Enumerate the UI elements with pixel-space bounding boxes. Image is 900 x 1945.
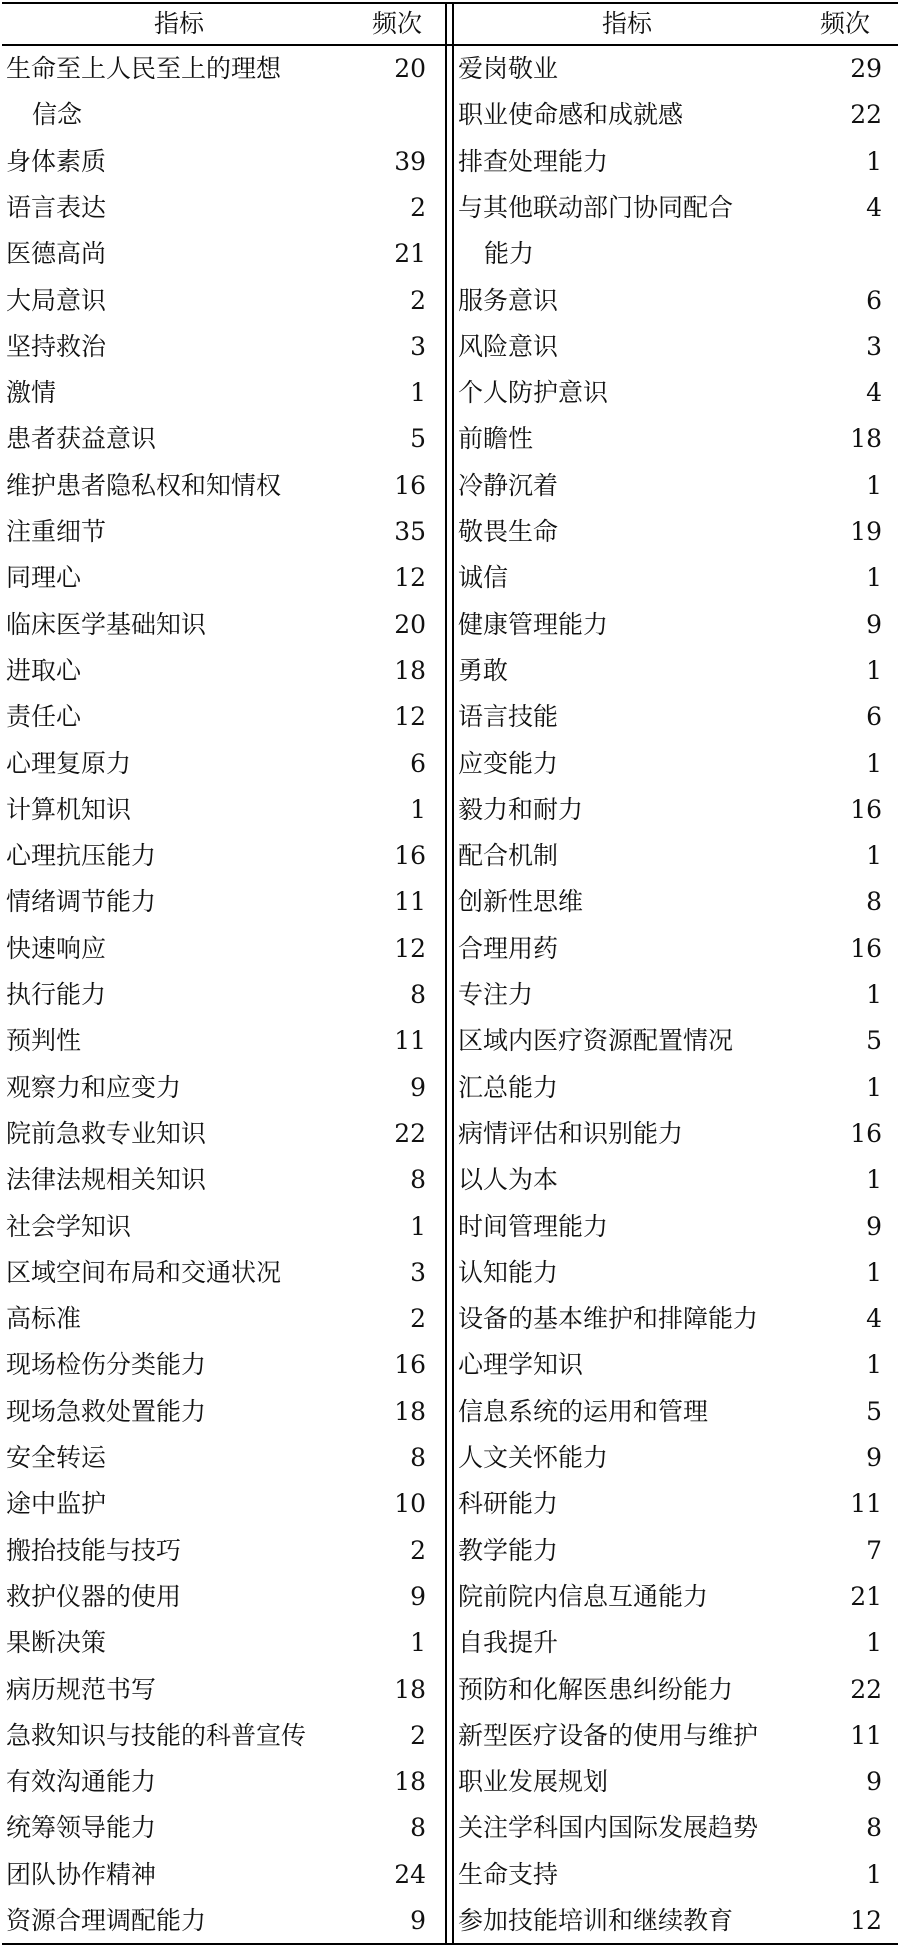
header-frequency-left: 频次 <box>372 9 423 38</box>
indicator-name: 个人防护意识 <box>458 378 609 408</box>
indicator-name: 风险意识 <box>458 331 559 361</box>
indicator-name: 坚持救治 <box>6 331 107 361</box>
indicator-frequency: 18 <box>850 424 882 454</box>
indicator-frequency: 2 <box>410 1720 426 1750</box>
indicator-name: 临床医学基础知识 <box>6 609 207 639</box>
indicator-name: 诚信 <box>458 563 509 593</box>
indicator-frequency: 21 <box>850 1581 882 1611</box>
indicator-name: 人文关怀能力 <box>458 1443 609 1472</box>
indicator-name: 途中监护 <box>6 1489 107 1519</box>
indicator-frequency: 2 <box>410 1535 426 1565</box>
indicator-name: 急救知识与技能的科普宣传 <box>6 1720 307 1750</box>
indicator-frequency: 16 <box>394 841 426 871</box>
indicator-name: 同理心 <box>6 563 82 593</box>
indicator-frequency: 16 <box>850 933 882 963</box>
header-indicator-left: 指标 <box>154 9 205 38</box>
indicator-name: 职业发展规划 <box>458 1767 609 1797</box>
indicator-name: 前瞻性 <box>458 424 534 454</box>
indicator-frequency: 1 <box>410 378 426 408</box>
indicator-name: 身体素质 <box>6 146 107 176</box>
indicator-name: 团队协作精神 <box>6 1859 157 1889</box>
indicator-frequency: 1 <box>866 1350 882 1380</box>
indicator-frequency: 8 <box>866 1813 882 1843</box>
indicator-frequency: 18 <box>394 1767 426 1797</box>
indicator-frequency: 10 <box>394 1489 426 1519</box>
indicator-frequency: 3 <box>410 1257 426 1287</box>
indicator-frequency: 12 <box>850 1906 882 1935</box>
indicator-name: 院前院内信息互通能力 <box>458 1581 709 1611</box>
indicator-name: 情绪调节能力 <box>6 887 157 917</box>
indicator-name: 职业使命感和成就感 <box>458 100 684 130</box>
header-indicator-right: 指标 <box>602 9 653 38</box>
indicator-name: 心理复原力 <box>6 748 132 778</box>
indicator-name: 观察力和应变力 <box>6 1072 182 1102</box>
indicator-name: 统筹领导能力 <box>6 1813 157 1843</box>
indicator-frequency: 35 <box>394 517 426 546</box>
indicator-frequency: 11 <box>394 887 426 917</box>
indicator-frequency: 9 <box>866 1767 882 1797</box>
indicator-name: 创新性思维 <box>458 887 584 917</box>
indicator-name: 应变能力 <box>458 748 559 778</box>
indicator-name: 现场检伤分类能力 <box>6 1350 207 1380</box>
indicator-name: 医德高尚 <box>6 239 107 269</box>
indicator-name: 专注力 <box>458 980 534 1009</box>
indicator-frequency: 1 <box>866 841 882 871</box>
indicator-frequency: 9 <box>866 609 882 639</box>
indicator-frequency: 18 <box>394 655 426 685</box>
indicator-frequency: 12 <box>394 702 426 732</box>
indicator-name: 救护仪器的使用 <box>6 1581 182 1611</box>
indicator-name: 参加技能培训和继续教育 <box>458 1906 734 1935</box>
indicator-frequency: 4 <box>866 378 882 408</box>
indicator-name: 排查处理能力 <box>458 146 609 176</box>
indicator-frequency: 8 <box>410 1813 426 1843</box>
indicator-frequency: 12 <box>394 933 426 963</box>
indicator-frequency: 1 <box>866 1628 882 1658</box>
indicator-name: 心理学知识 <box>458 1350 584 1380</box>
indicator-name: 时间管理能力 <box>458 1211 609 1241</box>
indicator-name: 勇敢 <box>458 655 509 685</box>
indicator-name: 自我提升 <box>458 1628 559 1658</box>
indicator-frequency: 4 <box>866 1304 882 1334</box>
indicator-frequency: 8 <box>410 1165 426 1195</box>
indicator-name: 责任心 <box>6 702 82 732</box>
indicator-name: 爱岗敬业 <box>458 54 559 83</box>
indicator-frequency: 1 <box>866 980 882 1009</box>
indicator-frequency: 4 <box>866 192 882 222</box>
indicator-name: 合理用药 <box>458 933 559 963</box>
indicator-name: 区域空间布局和交通状况 <box>6 1257 282 1287</box>
indicator-frequency: 39 <box>394 146 426 176</box>
indicator-frequency: 3 <box>866 331 882 361</box>
indicator-name: 与其他联动部门协同配合 <box>458 192 734 222</box>
indicator-name: 教学能力 <box>458 1535 559 1565</box>
indicator-name: 关注学科国内国际发展趋势 <box>458 1813 759 1843</box>
indicator-frequency: 22 <box>394 1118 426 1148</box>
indicator-frequency: 1 <box>866 1165 882 1195</box>
indicator-frequency: 20 <box>394 609 426 639</box>
indicator-frequency-table <box>2 2 898 1945</box>
indicator-frequency: 5 <box>410 424 426 454</box>
indicator-name: 预防和化解医患纠纷能力 <box>458 1674 734 1704</box>
indicator-name: 法律法规相关知识 <box>6 1165 207 1195</box>
indicator-frequency: 8 <box>410 1443 426 1472</box>
indicator-frequency: 3 <box>410 331 426 361</box>
indicator-frequency: 1 <box>410 1211 426 1241</box>
indicator-name: 高标准 <box>6 1304 82 1334</box>
indicator-name: 大局意识 <box>6 285 107 315</box>
indicator-frequency: 16 <box>850 794 882 824</box>
indicator-name: 患者获益意识 <box>6 424 157 454</box>
indicator-name: 科研能力 <box>458 1489 559 1519</box>
indicator-name: 计算机知识 <box>6 794 132 824</box>
indicator-frequency: 1 <box>866 1257 882 1287</box>
indicator-frequency: 18 <box>394 1674 426 1704</box>
indicator-name: 果断决策 <box>6 1628 107 1658</box>
indicator-frequency: 20 <box>394 54 426 83</box>
indicator-name: 注重细节 <box>6 517 107 546</box>
indicator-name: 预判性 <box>6 1026 82 1056</box>
indicator-name: 有效沟通能力 <box>6 1767 157 1797</box>
indicator-name: 设备的基本维护和排障能力 <box>458 1304 759 1334</box>
indicator-frequency: 1 <box>866 470 882 500</box>
indicator-frequency: 1 <box>410 1628 426 1658</box>
indicator-name: 资源合理调配能力 <box>6 1906 207 1935</box>
indicator-frequency: 29 <box>850 54 882 83</box>
indicator-name: 社会学知识 <box>6 1211 132 1241</box>
indicator-frequency: 11 <box>850 1489 882 1519</box>
indicator-frequency: 16 <box>394 470 426 500</box>
table-body <box>2 46 898 1943</box>
indicator-frequency: 22 <box>850 100 882 130</box>
indicator-frequency: 9 <box>410 1906 426 1935</box>
indicator-name: 生命至上人民至上的理想 <box>6 54 282 83</box>
indicator-name: 心理抗压能力 <box>6 841 157 871</box>
indicator-frequency: 1 <box>866 655 882 685</box>
indicator-name: 配合机制 <box>458 841 559 871</box>
indicator-frequency: 1 <box>866 748 882 778</box>
indicator-frequency: 12 <box>394 563 426 593</box>
indicator-frequency: 5 <box>866 1396 882 1426</box>
indicator-name: 汇总能力 <box>458 1072 559 1102</box>
indicator-frequency: 9 <box>866 1443 882 1472</box>
indicator-name: 毅力和耐力 <box>458 794 584 824</box>
indicator-frequency: 6 <box>866 285 882 315</box>
indicator-name: 维护患者隐私权和知情权 <box>6 470 282 500</box>
indicator-name: 语言技能 <box>458 702 559 732</box>
indicator-frequency: 11 <box>394 1026 426 1056</box>
indicator-frequency: 22 <box>850 1674 882 1704</box>
indicator-frequency: 8 <box>410 980 426 1009</box>
indicator-name: 激情 <box>6 378 57 408</box>
indicator-frequency: 6 <box>410 748 426 778</box>
indicator-frequency: 1 <box>866 1859 882 1889</box>
indicator-frequency: 1 <box>410 794 426 824</box>
indicator-frequency: 11 <box>850 1720 882 1750</box>
indicator-name: 区域内医疗资源配置情况 <box>458 1026 734 1056</box>
indicator-name: 健康管理能力 <box>458 609 609 639</box>
indicator-name: 以人为本 <box>458 1165 559 1195</box>
indicator-frequency: 16 <box>394 1350 426 1380</box>
indicator-frequency: 7 <box>866 1535 882 1565</box>
indicator-name: 病情评估和识别能力 <box>458 1118 684 1148</box>
indicator-frequency: 1 <box>866 1072 882 1102</box>
indicator-frequency: 9 <box>410 1581 426 1611</box>
indicator-frequency: 24 <box>394 1859 426 1889</box>
indicator-name: 安全转运 <box>6 1443 107 1472</box>
indicator-name: 现场急救处置能力 <box>6 1396 207 1426</box>
indicator-frequency: 19 <box>850 517 882 546</box>
indicator-name: 新型医疗设备的使用与维护 <box>458 1720 759 1750</box>
indicator-name: 病历规范书写 <box>6 1674 157 1704</box>
indicator-name: 信念 <box>32 100 83 130</box>
header-frequency-right: 频次 <box>820 9 871 38</box>
indicator-name: 认知能力 <box>458 1257 559 1287</box>
indicator-frequency: 8 <box>866 887 882 917</box>
indicator-name: 能力 <box>484 239 535 269</box>
indicator-frequency: 9 <box>866 1211 882 1241</box>
indicator-name: 信息系统的运用和管理 <box>458 1396 709 1426</box>
indicator-frequency: 2 <box>410 285 426 315</box>
indicator-name: 生命支持 <box>458 1859 559 1889</box>
indicator-name: 服务意识 <box>458 285 559 315</box>
indicator-name: 执行能力 <box>6 980 107 1009</box>
indicator-name: 院前急救专业知识 <box>6 1118 207 1148</box>
indicator-frequency: 1 <box>866 146 882 176</box>
indicator-name: 敬畏生命 <box>458 517 559 546</box>
indicator-frequency: 18 <box>394 1396 426 1426</box>
indicator-name: 进取心 <box>6 655 82 685</box>
indicator-name: 冷静沉着 <box>458 470 559 500</box>
indicator-frequency: 16 <box>850 1118 882 1148</box>
indicator-name: 快速响应 <box>6 933 107 963</box>
indicator-frequency: 1 <box>866 563 882 593</box>
indicator-frequency: 6 <box>866 702 882 732</box>
indicator-frequency: 21 <box>394 239 426 269</box>
indicator-frequency: 2 <box>410 192 426 222</box>
indicator-frequency: 2 <box>410 1304 426 1334</box>
indicator-frequency: 5 <box>866 1026 882 1056</box>
indicator-name: 语言表达 <box>6 192 107 222</box>
indicator-name: 搬抬技能与技巧 <box>6 1535 182 1565</box>
indicator-frequency: 9 <box>410 1072 426 1102</box>
